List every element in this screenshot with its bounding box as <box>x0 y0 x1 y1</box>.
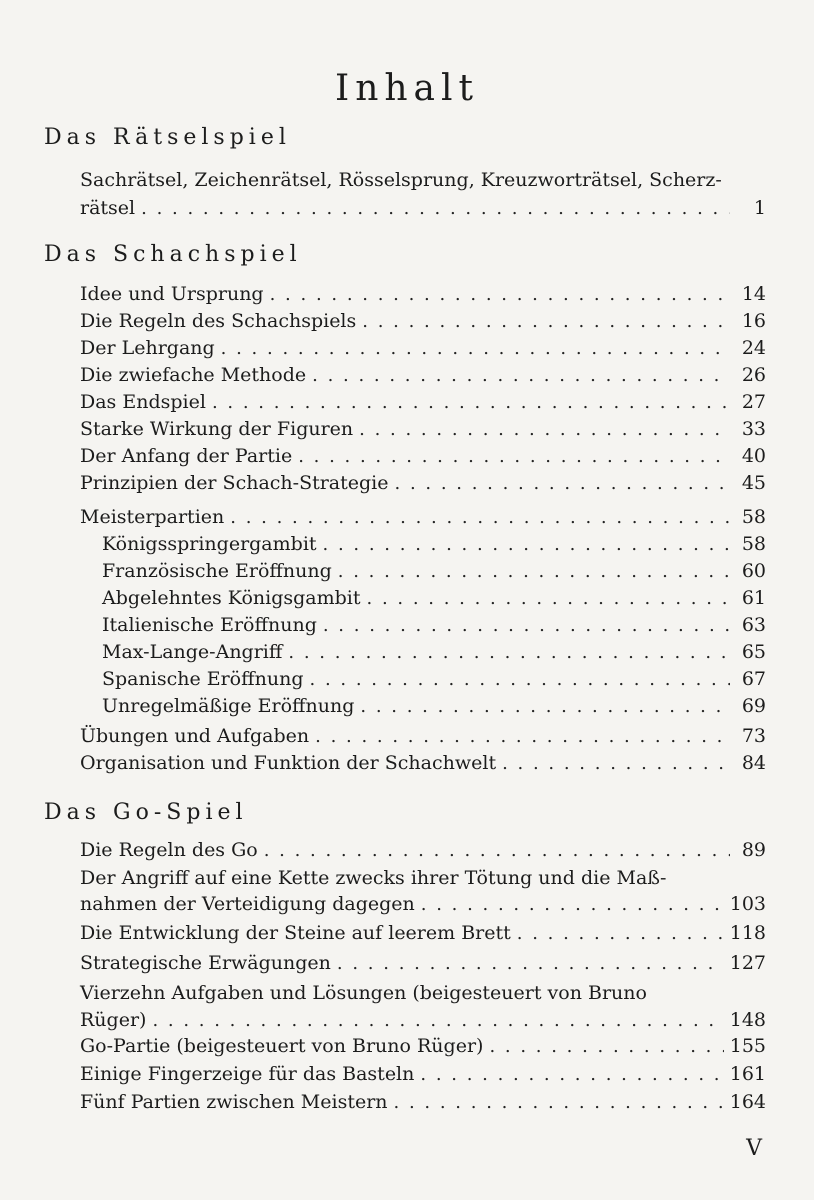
leader-dots <box>141 197 730 221</box>
toc-entry-label: Die Regeln des Go <box>80 839 258 861</box>
toc-entry <box>80 1008 766 1033</box>
toc-subentry <box>102 559 766 584</box>
toc-entry <box>80 336 766 361</box>
toc-entry-label: Der Lehrgang <box>80 337 215 359</box>
toc-entry-label: Go-Partie (beigesteuert von Bruno Rüger) <box>80 1035 484 1057</box>
toc-entry-page: 24 <box>741 337 766 359</box>
leader-dots <box>323 533 730 557</box>
toc-subentry <box>102 667 766 692</box>
toc-entry-label: rätsel <box>80 197 136 219</box>
toc-entry-label: Strategische Erwägungen <box>80 952 331 974</box>
leader-dots <box>395 472 731 496</box>
leader-dots <box>288 641 730 665</box>
toc-subentry <box>102 694 766 719</box>
leader-dots <box>394 1091 724 1115</box>
leader-dots <box>230 506 730 530</box>
leader-dots <box>420 1063 723 1087</box>
toc-entry <box>80 282 766 307</box>
toc-entry-label: Übungen und Aufgaben <box>80 725 310 747</box>
toc-entry <box>80 1034 766 1059</box>
toc-subentry <box>102 586 766 611</box>
toc-entry-line1: Der Angriff auf eine Kette zwecks ihrer Tötung und die Maß- <box>80 867 667 889</box>
toc-entry <box>80 751 766 776</box>
toc-entry-label: Das Endspiel <box>80 391 206 413</box>
toc-entry <box>80 951 766 976</box>
leader-dots <box>312 364 730 388</box>
leader-dots <box>212 391 730 415</box>
leader-dots <box>310 668 731 692</box>
toc-entry <box>80 1090 766 1115</box>
leader-dots <box>359 418 730 442</box>
toc-entry <box>80 390 766 415</box>
toc-entry-label: Organisation und Funktion der Schachwelt <box>80 752 497 774</box>
toc-entry <box>80 892 766 917</box>
leader-dots <box>360 695 730 719</box>
toc-entry-label: Unregelmäßige Eröffnung <box>102 695 355 717</box>
leader-dots <box>270 283 730 307</box>
toc-entry-page: 69 <box>741 695 766 717</box>
leader-dots <box>152 1009 723 1033</box>
toc-entry-line1: Sachrätsel, Zeichenrätsel, Rösselsprung, Kreuzworträtsel, Scherz- <box>80 169 722 191</box>
toc-subentry <box>102 640 766 665</box>
toc-entry-page: 63 <box>741 614 766 636</box>
toc-entry-label: Königsspringergambit <box>102 533 317 555</box>
toc-entry <box>80 444 766 469</box>
toc-entry-page: 65 <box>741 641 766 663</box>
toc-entry-label: Fünf Partien zwischen Meistern <box>80 1091 388 1113</box>
toc-entry <box>80 363 766 388</box>
toc-entry-page: 127 <box>729 952 766 974</box>
page-folio: V <box>746 1136 762 1161</box>
toc-entry-page: 61 <box>741 587 766 609</box>
section-heading-raetselspiel: Das Rätselspiel <box>44 125 291 150</box>
toc-entry-label: Französische Eröffnung <box>102 560 332 582</box>
leader-dots <box>298 445 730 469</box>
toc-entry-page: 164 <box>729 1091 766 1113</box>
toc-entry-label: Prinzipien der Schach-Strategie <box>80 472 389 494</box>
toc-entry-page: 33 <box>741 418 766 440</box>
toc-entry-label: Die Entwicklung der Steine auf leerem Brett <box>80 922 511 944</box>
toc-entry <box>80 724 766 749</box>
leader-dots <box>323 614 730 638</box>
toc-entry-label: Starke Wirkung der Figuren <box>80 418 354 440</box>
page-title: Inhalt <box>334 68 480 109</box>
toc-entry-page: 67 <box>741 668 766 690</box>
leader-dots <box>221 337 730 361</box>
toc-entry-label: Meisterpartien <box>80 506 225 528</box>
leader-dots <box>338 560 730 584</box>
leader-dots <box>421 893 724 917</box>
toc-entry <box>80 838 766 863</box>
toc-entry-page: 148 <box>729 1009 766 1031</box>
toc-entry-page: 118 <box>729 922 766 944</box>
toc-entry-page: 58 <box>741 506 766 528</box>
toc-entry-page: 84 <box>741 752 766 774</box>
toc-entry-page: 103 <box>729 893 766 915</box>
toc-entry-label: Italienische Eröffnung <box>102 614 317 636</box>
toc-entry-page: 73 <box>741 725 766 747</box>
toc-entry-label: Rüger) <box>80 1009 147 1031</box>
leader-dots <box>264 839 730 863</box>
toc-entry <box>80 417 766 442</box>
toc-entry-label: Die Regeln des Schachspiels <box>80 310 357 332</box>
toc-entry-label: nahmen der Verteidigung dagegen <box>80 893 415 915</box>
toc-entry <box>80 505 766 530</box>
toc-subentry <box>102 532 766 557</box>
toc-entry-label: Der Anfang der Partie <box>80 445 293 467</box>
section-heading-go-spiel: Das Go-Spiel <box>44 800 248 825</box>
toc-entry-page: 40 <box>741 445 766 467</box>
toc-entry-page: 27 <box>741 391 766 413</box>
leader-dots <box>337 952 724 976</box>
toc-entry <box>80 921 766 946</box>
toc-entry-page: 161 <box>729 1063 766 1085</box>
leader-dots <box>362 310 730 334</box>
toc-entry-label: Einige Fingerzeige für das Basteln <box>80 1063 415 1085</box>
toc-entry-page: 14 <box>741 283 766 305</box>
toc-entry-label: Max-Lange-Angriff <box>102 641 283 663</box>
toc-entry-page: 1 <box>753 197 766 219</box>
toc-entry <box>80 471 766 496</box>
toc-entry-label: Idee und Ursprung <box>80 283 264 305</box>
leader-dots <box>367 587 731 611</box>
toc-entry-page: 45 <box>741 472 766 494</box>
toc-entry-page: 89 <box>741 839 766 861</box>
toc-entry-page: 26 <box>741 364 766 386</box>
toc-entry-label: Abgelehntes Königsgambit <box>102 587 361 609</box>
toc-entry-line1: Vierzehn Aufgaben und Lösungen (beigesteuert von Bruno <box>80 982 647 1004</box>
toc-entry <box>80 309 766 334</box>
toc-entry-label: Die zwiefache Methode <box>80 364 307 386</box>
toc-entry <box>80 196 766 221</box>
toc-entry-page: 16 <box>741 310 766 332</box>
leader-dots <box>489 1035 723 1059</box>
toc-entry-page: 155 <box>729 1035 766 1057</box>
toc-entry-page: 58 <box>741 533 766 555</box>
leader-dots <box>315 725 730 749</box>
toc-entry-page: 60 <box>741 560 766 582</box>
leader-dots <box>517 922 724 946</box>
toc-entry <box>80 1062 766 1087</box>
section-heading-schachspiel: Das Schachspiel <box>44 242 302 267</box>
toc-entry-label: Spanische Eröffnung <box>102 668 304 690</box>
leader-dots <box>502 752 730 776</box>
toc-subentry <box>102 613 766 638</box>
